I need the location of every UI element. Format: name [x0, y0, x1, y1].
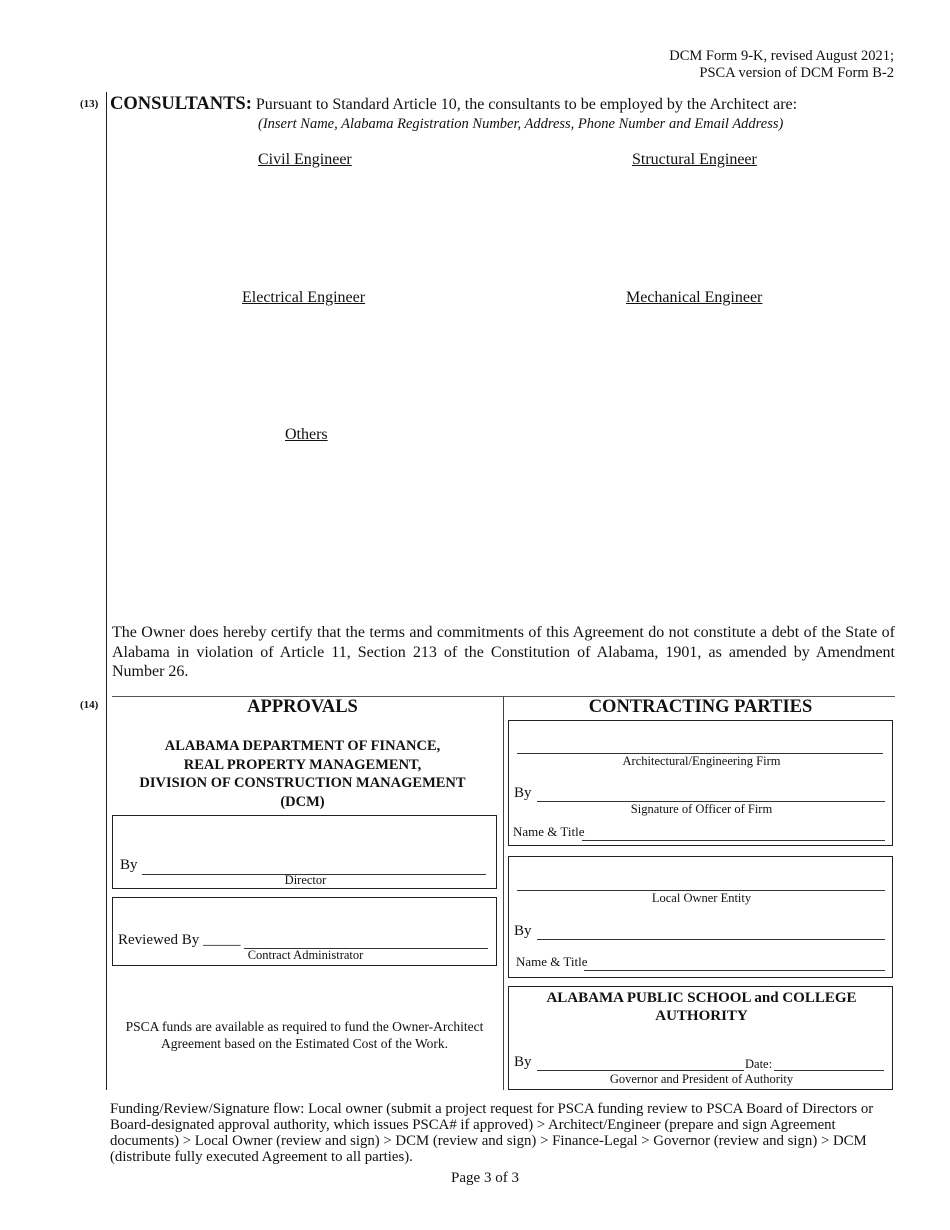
reviewed-by-label — [118, 932, 240, 949]
local-owner-name-title-label: Name & Title — [516, 954, 588, 969]
local-owner-name-title-line[interactable] — [584, 956, 885, 971]
firm-caption: Architectural/Engineering Firm — [622, 754, 781, 768]
firm-officer-caption: Signature of Officer of Firm — [630, 802, 773, 816]
contracting-parties-title: CONTRACTING PARTIES — [588, 697, 813, 717]
psca-date-line[interactable] — [774, 1056, 884, 1071]
governor-caption: Governor and President of Authority — [609, 1072, 794, 1086]
section-14-number: (14) — [80, 699, 99, 711]
psca-line-1: ALABAMA PUBLIC SCHOOL and COLLEGE — [546, 990, 857, 1006]
structural-engineer-label: Structural Engineer — [632, 151, 757, 168]
contract-admin-caption: Contract Administrator — [247, 948, 364, 962]
dcm-agency-block — [112, 737, 493, 811]
director-caption: Director — [284, 873, 327, 887]
civil-engineer-label: Civil Engineer — [258, 151, 352, 168]
consultants-intro-line — [110, 94, 797, 115]
consultants-heading: CONSULTANTS: — [110, 94, 252, 114]
section-13-number: (13) — [80, 98, 99, 110]
table-center-divider — [503, 696, 504, 1090]
firm-by-label: By — [514, 785, 532, 801]
agency-line-3: DIVISION OF CONSTRUCTION MANAGEMENT — [139, 775, 466, 791]
psca-by-label: By — [514, 1054, 532, 1070]
firm-name-title-line[interactable] — [582, 826, 885, 841]
page-number: Page 3 of 3 — [451, 1170, 519, 1186]
reviewed-by-fill: _____ — [202, 932, 241, 948]
director-signature-box — [112, 815, 497, 889]
director-by-label: By — [120, 857, 138, 873]
agency-line-2: REAL PROPERTY MANAGEMENT, — [183, 756, 422, 773]
reviewer-signature-line[interactable] — [244, 934, 488, 949]
consultants-instruction: (Insert Name, Alabama Registration Number, Address, Phone Number and Email Address) — [258, 116, 784, 132]
local-owner-signature-line[interactable] — [537, 925, 885, 940]
left-margin-rule — [106, 92, 107, 1090]
firm-name-title-label: Name & Title — [513, 824, 585, 839]
agency-line-4: (DCM) — [280, 793, 325, 810]
approvals-title: APPROVALS — [247, 697, 358, 717]
firm-name-line[interactable] — [517, 739, 883, 754]
psca-funds-note: PSCA funds are available as required to fund the Owner-Architect Agreement based on the Estimated Cost of the Work. — [125, 1019, 484, 1051]
firm-signature-line[interactable] — [537, 787, 885, 802]
others-label: Others — [285, 426, 328, 443]
psca-signature-box — [508, 986, 893, 1090]
local-owner-name-line[interactable] — [517, 876, 885, 891]
local-owner-by-label: By — [514, 923, 532, 939]
psca-line-2: AUTHORITY — [655, 1008, 748, 1024]
owner-certification: The Owner does hereby certify that the terms and commitments of this Agreement do not constitute a debt of the State of Alabama in violation of Article 11, Section 213 of the Constitution of Alabama, 1901, as amended by Amendment Number 26. — [112, 624, 895, 680]
agency-line-1: ALABAMA DEPARTMENT OF FINANCE, — [164, 738, 441, 754]
local-owner-signature-box — [508, 856, 893, 978]
signature-flow-note: Funding/Review/Signature flow: Local owner (submit a project request for PSCA funding review to PSCA Board of Directors or Board-designated approval authority, which issues PSCA# if approved) > Architect/Engineer (prepare and sign Agreement documents) > Local Owner (review and sign) > DCM (review and sign) > Finance-Legal > Governor (review and sign) > DCM (distribute fully executed Agreement to all parties). — [110, 1101, 874, 1165]
form-id-line-2: PSCA version of DCM Form B-2 — [699, 65, 894, 81]
electrical-engineer-label: Electrical Engineer — [242, 289, 366, 306]
reviewed-by-text: Reviewed By — [118, 932, 200, 948]
psca-date-label: Date: — [745, 1057, 773, 1071]
psca-signature-line[interactable] — [537, 1056, 744, 1071]
psca-authority-name — [509, 989, 894, 1025]
firm-signature-box — [508, 720, 893, 846]
local-owner-caption: Local Owner Entity — [651, 891, 752, 905]
mechanical-engineer-label: Mechanical Engineer — [626, 289, 763, 306]
form-id-line-1: DCM Form 9-K, revised August 2021; — [669, 48, 894, 64]
consultants-intro: Pursuant to Standard Article 10, the consultants to be employed by the Architect are: — [255, 96, 798, 113]
reviewer-signature-box — [112, 897, 497, 966]
